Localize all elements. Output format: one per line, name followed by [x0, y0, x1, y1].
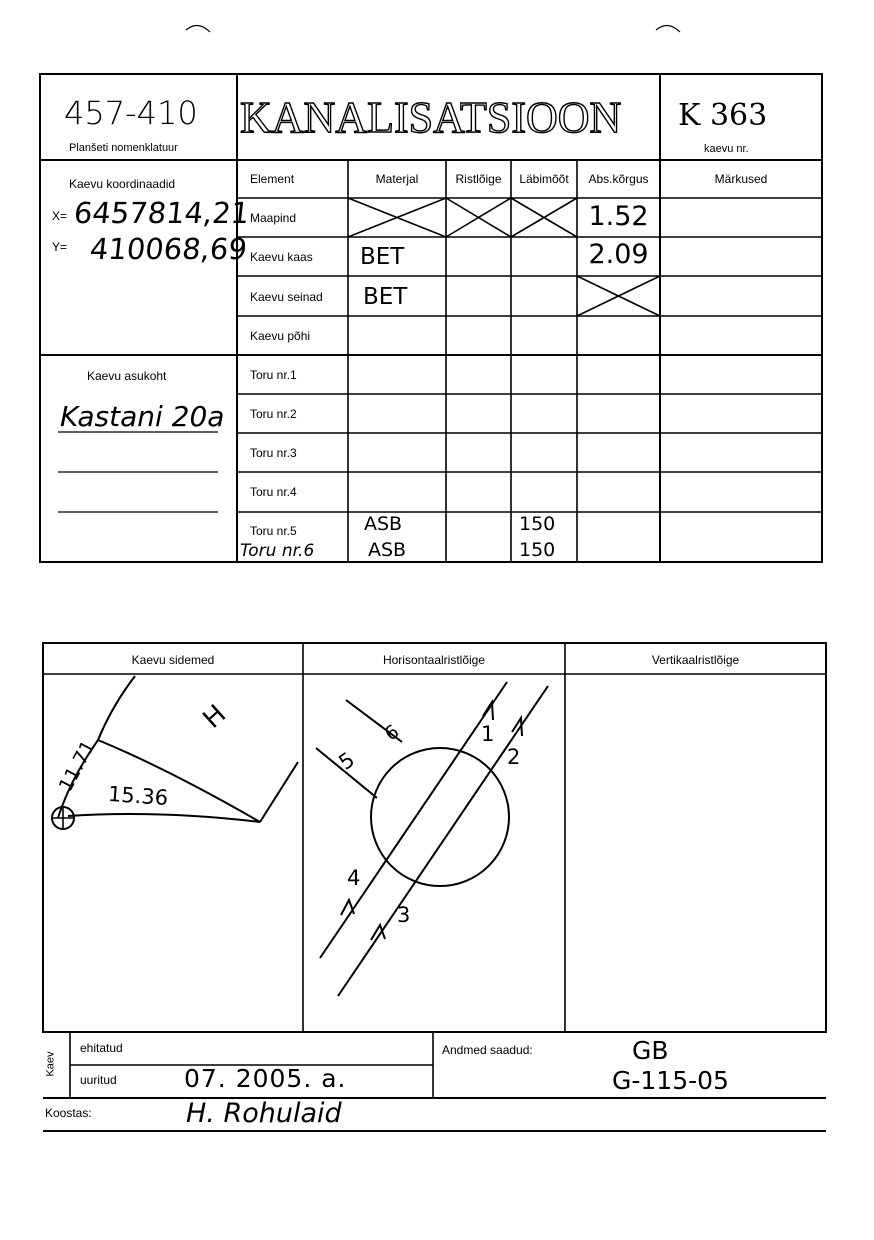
col-header-notes: Märkused	[714, 172, 768, 186]
row-abs-maapind: 1.52	[588, 201, 649, 232]
row-element-toru6: Toru nr.6	[240, 541, 315, 561]
pipe-number-2: 2	[507, 745, 521, 769]
row-diameter-toru5: 150	[519, 513, 556, 535]
coordinates-label: Kaevu koordinaadid	[69, 177, 176, 191]
row-material-toru5: ASB	[364, 513, 403, 535]
row-material-kaas: BET	[360, 244, 405, 270]
measured-value: 07. 2005. a.	[184, 1064, 347, 1093]
row-material-toru6: ASB	[368, 539, 407, 561]
ties-distance-1: 11.71	[54, 736, 100, 796]
row-material-seinad: BET	[363, 284, 408, 310]
row-element-toru1: Toru nr.1	[250, 368, 297, 382]
page-title: KANALISATSIOON	[240, 93, 622, 142]
nomenclature-value: 457-410	[64, 94, 198, 132]
built-label: ehitatud	[80, 1041, 123, 1055]
location-label: Kaevu asukoht	[87, 369, 167, 383]
vertical-section-label: Vertikaalristlõige	[651, 653, 740, 667]
col-header-material: Materjal	[375, 172, 419, 186]
pipe-number-3: 3	[397, 903, 411, 927]
row-diameter-toru6: 150	[519, 539, 556, 561]
col-header-section: Ristlõige	[455, 172, 502, 186]
row-element-seinad: Kaevu seinad	[250, 290, 323, 304]
row-abs-kaas: 2.09	[588, 239, 649, 270]
data-source-value-2: G-115-05	[612, 1066, 729, 1095]
row-element-toru4: Toru nr.4	[250, 485, 297, 499]
y-prefix: Y=	[52, 240, 68, 254]
location-value: Kastani 20a	[60, 400, 225, 433]
col-header-element: Element	[250, 172, 295, 186]
row-element-maapind: Maapind	[250, 211, 297, 225]
ties-letter-h: H	[197, 699, 233, 735]
ties-label: Kaevu sidemed	[131, 653, 215, 667]
horizontal-section-label: Horisontaalristlõige	[382, 653, 486, 667]
row-element-toru2: Toru nr.2	[250, 407, 297, 421]
row-element-kaas: Kaevu kaas	[250, 250, 313, 264]
pipe-number-5: 5	[334, 747, 360, 775]
pipe-number-6: 6	[380, 720, 404, 746]
ties-distance-2: 15.36	[107, 781, 169, 811]
compiled-label: Koostas:	[45, 1106, 92, 1120]
measured-label: uuritud	[80, 1073, 117, 1087]
x-prefix: X=	[52, 209, 68, 223]
well-number-label: kaevu nr.	[704, 143, 749, 155]
well-side-label: Kaev	[44, 1051, 57, 1077]
row-element-toru5: Toru nr.5	[250, 524, 297, 538]
row-element-toru3: Toru nr.3	[250, 446, 297, 460]
col-header-abs-height: Abs.kõrgus	[588, 172, 649, 186]
well-number-value: K 363	[678, 98, 768, 133]
compiled-value: H. Rohulaid	[186, 1098, 342, 1129]
row-element-pohi: Kaevu põhi	[250, 329, 311, 343]
nomenclature-label: Planšeti nomenklatuur	[69, 142, 178, 154]
x-coordinate-value: 6457814,21	[72, 196, 252, 230]
col-header-diameter: Läbimõõt	[519, 172, 569, 186]
pipe-number-4: 4	[347, 866, 361, 890]
data-source-value-1: GB	[632, 1036, 669, 1065]
data-source-label: Andmed saadud:	[442, 1043, 533, 1057]
y-coordinate-value: 410068,69	[88, 232, 249, 266]
pipe-number-1: 1	[481, 722, 495, 746]
